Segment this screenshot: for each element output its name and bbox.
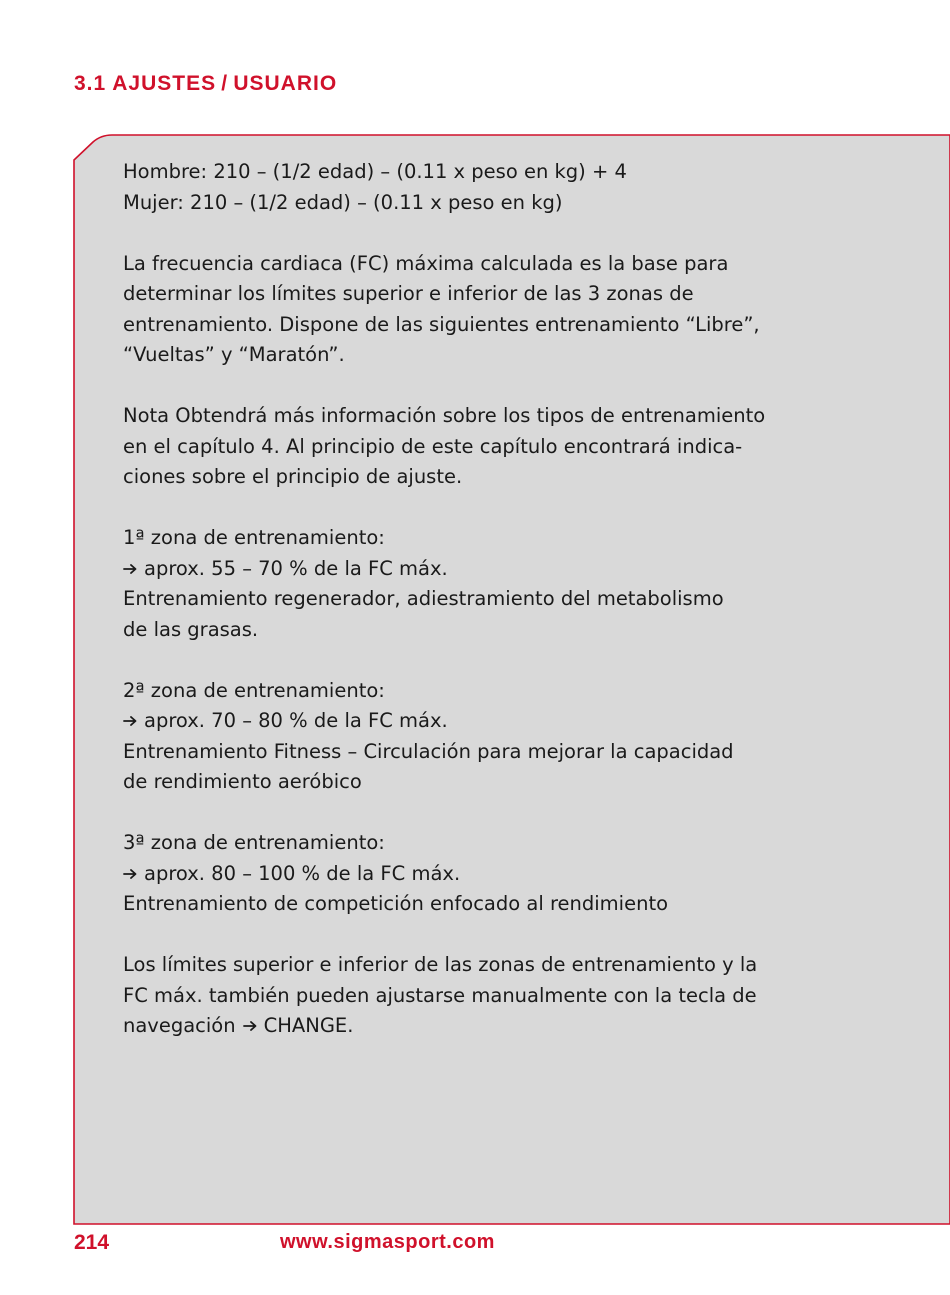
arrow-right-icon	[243, 1011, 258, 1042]
zone-description: Entrenamiento Fitness – Circulación para mejorar la capacidad	[123, 739, 734, 763]
zone-description: de las grasas.	[123, 617, 259, 641]
section-title: 3.1 AJUSTES / USUARIO	[74, 72, 338, 95]
zone-description: de rendimiento aeróbico	[123, 770, 362, 793]
paragraph-line: Los límites superior e inferior de las zonas de entrenamiento y la	[123, 953, 758, 976]
zone-2	[123, 676, 843, 798]
zone-3	[123, 828, 843, 920]
paragraph-line: FC máx. también pueden ajustarse manualmente con la tecla de	[123, 983, 757, 1007]
paragraph-line: “Vueltas” y “Maratón”.	[123, 343, 345, 366]
paragraph-line: en el capítulo 4. Al principio de este capítulo encontrará indica-	[123, 434, 743, 458]
zone-range-text: aprox. 70 – 80 % de la FC máx.	[144, 709, 448, 732]
paragraph-line: determinar los límites superior e inferior de las 3 zonas de	[123, 282, 694, 305]
paragraph-line: ciones sobre el principio de ajuste.	[123, 465, 463, 488]
paragraph-line	[123, 1011, 843, 1042]
panel-content	[123, 157, 843, 1042]
arrow-right-icon	[123, 859, 138, 890]
navigation-text: navegación	[123, 1014, 236, 1037]
paragraph-nota	[123, 401, 843, 493]
zone-1	[123, 523, 843, 645]
zone-heading: 2ª zona de entrenamiento:	[123, 678, 385, 702]
arrow-right-icon	[123, 554, 138, 585]
paragraph-line: La frecuencia cardiaca (FC) máxima calculada es la base para	[123, 251, 729, 275]
zone-range-text: aprox. 55 – 70 % de la FC máx.	[144, 556, 448, 580]
paragraph-line: Nota Obtendrá más información sobre los tipos de entrenamiento	[123, 404, 766, 427]
paragraph-limits	[123, 950, 843, 1042]
zone-heading: 1ª zona de entrenamiento:	[123, 526, 385, 549]
zone-range	[123, 554, 843, 585]
formula-mujer: Mujer: 210 – (1/2 edad) – (0.11 x peso en kg)	[123, 190, 563, 214]
zone-description: Entrenamiento de competición enfocado al rendimiento	[123, 892, 669, 915]
website-link[interactable]: www.sigmasport.com	[280, 1231, 495, 1253]
arrow-right-icon	[123, 706, 138, 737]
page-number: 214	[74, 1231, 110, 1254]
zone-heading: 3ª zona de entrenamiento:	[123, 831, 385, 854]
formula-hombre: Hombre: 210 – (1/2 edad) – (0.11 x peso en kg) + 4	[123, 160, 627, 183]
zone-description: Entrenamiento regenerador, adiestramiento del metabolismo	[123, 587, 724, 610]
zone-range	[123, 706, 843, 737]
paragraph-line: entrenamiento. Dispone de las siguientes entrenamiento “Libre”,	[123, 312, 760, 336]
paragraph-fc	[123, 249, 843, 371]
zone-range-text: aprox. 80 – 100 % de la FC máx.	[144, 861, 461, 885]
zone-range	[123, 859, 843, 890]
change-key-label: CHANGE.	[263, 1014, 354, 1037]
